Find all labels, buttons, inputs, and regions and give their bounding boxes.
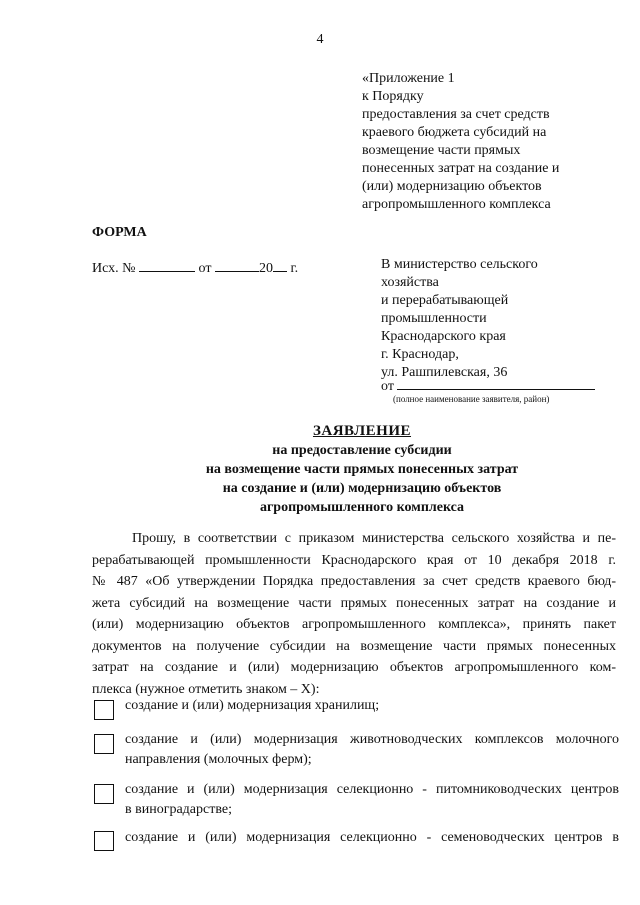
- body-line: затрат на создание и (или) модернизацию объектов агропромышленного ком-: [92, 660, 616, 675]
- outgoing-from-word: от: [198, 261, 212, 276]
- body-line: (или) модернизацию объектов агропромышленного комплекса», принять пакет: [92, 617, 616, 632]
- body-line: № 487 «Об утверждении Порядка предоставления за счет средств краевого бюд-: [92, 574, 616, 589]
- addressee-line: Краснодарского края: [381, 329, 506, 344]
- checkbox-label: создание и (или) модернизация селекционно - семеноводческих центров в: [125, 830, 619, 845]
- applicant-name-blank[interactable]: [397, 376, 595, 390]
- addressee-line: промышленности: [381, 311, 487, 326]
- applicant-line: [381, 376, 595, 396]
- body-line: рерабатывающей промышленности Краснодарского края от 10 декабря 2018 г.: [92, 552, 616, 568]
- checkbox[interactable]: [94, 784, 114, 804]
- application-title: ЗАЯВЛЕНИЕ: [312, 423, 412, 439]
- heading-line: на возмещение части прямых понесенных затрат: [205, 462, 519, 477]
- checkbox-label: создание и (или) модернизация животноводческих комплексов молочного: [125, 732, 619, 747]
- checkbox[interactable]: [94, 700, 114, 720]
- outgoing-year-prefix: 20: [258, 261, 273, 276]
- applicant-caption: (полное наименование заявителя, район): [393, 394, 550, 404]
- application-heading: [92, 422, 632, 517]
- appendix-line: краевого бюджета субсидий на: [362, 125, 547, 140]
- appendix-line: (или) модернизацию объектов: [362, 179, 542, 194]
- checkbox-label: в виноградарстве;: [125, 802, 232, 817]
- addressee-block: [381, 256, 631, 382]
- addressee-line: г. Краснодар,: [381, 347, 459, 362]
- appendix-line: к Порядку: [362, 89, 424, 104]
- checkbox-label: направления (молочных ферм);: [125, 752, 312, 767]
- outgoing-number-line: [92, 258, 298, 278]
- outgoing-prefix: Исх. №: [92, 261, 136, 276]
- heading-line: на предоставление субсидии: [272, 443, 452, 458]
- application-body: [92, 528, 616, 700]
- outgoing-number-blank[interactable]: [139, 258, 195, 272]
- addressee-line: В министерство сельского: [381, 257, 538, 272]
- checkbox-label: создание и (или) модернизация хранилищ;: [125, 698, 380, 713]
- page-number: 4: [316, 32, 324, 47]
- appendix-reference: [362, 70, 632, 214]
- appendix-line: агропромышленного комплекса: [362, 197, 551, 212]
- addressee-line: хозяйства: [381, 275, 439, 290]
- body-line: жета субсидий на возмещение части прямых понесенных затрат на создание и: [92, 595, 616, 611]
- outgoing-year-suffix: г.: [290, 261, 299, 276]
- heading-line: на создание и (или) модернизацию объектов: [222, 481, 502, 496]
- appendix-line: возмещение части прямых: [362, 143, 521, 158]
- outgoing-date-blank[interactable]: [215, 258, 259, 272]
- outgoing-year-blank[interactable]: [273, 258, 287, 272]
- checkbox[interactable]: [94, 734, 114, 754]
- heading-line: агропромышленного комплекса: [259, 500, 465, 515]
- applicant-from-word: от: [381, 379, 394, 394]
- body-line: документов на получение субсидии на возмещение части прямых понесенных: [92, 638, 616, 654]
- addressee-line: ул. Рашпилевская, 36: [381, 365, 508, 380]
- body-line: плекса (нужное отметить знаком – X):: [92, 681, 320, 697]
- checkbox[interactable]: [94, 831, 114, 851]
- appendix-line: предоставления за счет средств: [362, 107, 550, 122]
- appendix-line: понесенных затрат на создание и: [362, 161, 560, 176]
- appendix-line: «Приложение 1: [362, 71, 455, 86]
- checkbox-label: создание и (или) модернизация селекционно - питомниководческих центров: [125, 782, 619, 797]
- body-line: Прошу, в соответствии с приказом министерства сельского хозяйства и пе-: [132, 531, 616, 546]
- form-label: ФОРМА: [92, 225, 147, 240]
- addressee-line: и перерабатывающей: [381, 293, 509, 308]
